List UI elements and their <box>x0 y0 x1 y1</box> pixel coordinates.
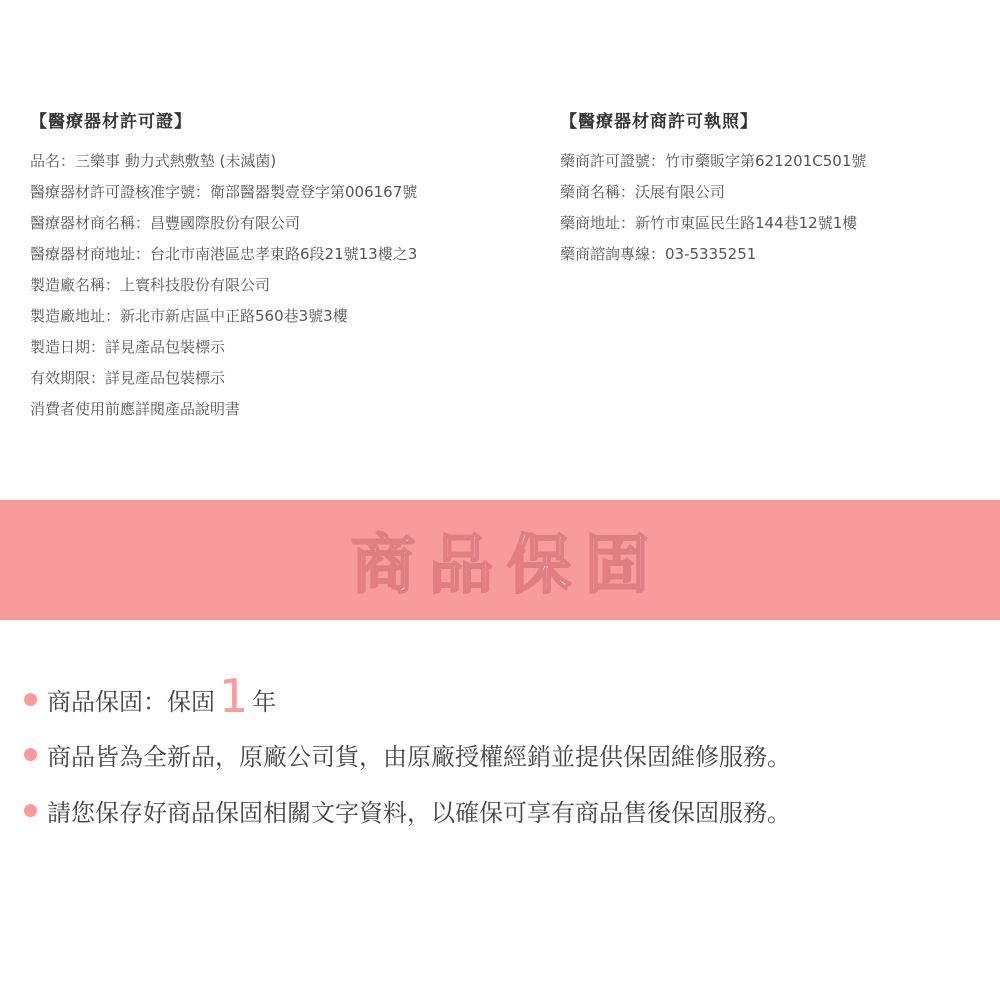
pharmacy-license-list <box>560 146 980 270</box>
product-name-line: 品名：三樂事 動力式熱敷墊 (未滅菌) <box>30 152 277 170</box>
medical-device-license-title: 【醫療器材許可證】 <box>30 112 192 132</box>
warranty-period-unit: 年 <box>252 687 277 716</box>
warranty-keep-records-item <box>24 782 984 838</box>
warranty-new-product-text: 商品皆為全新品，原廠公司貨，由原廠授權經銷並提供保固維修服務。 <box>47 742 791 771</box>
warranty-list <box>24 669 984 838</box>
warranty-new-product-item <box>24 726 984 782</box>
dealer-address-line: 醫療器材商地址：台北市南港區忠孝東路6段21號13樓之3 <box>30 245 418 263</box>
dealer-name-line: 醫療器材商名稱：昌豐國際股份有限公司 <box>30 214 301 232</box>
pharmacy-license-number-line: 藥商許可證號：竹市藥販字第621201C501號 <box>560 152 867 170</box>
warranty-banner <box>0 500 1000 620</box>
manufacturer-address-line: 製造廠地址：新北市新店區中正路560巷3號3樓 <box>30 307 348 325</box>
expiry-date-line: 有效期限：詳見產品包裝標示 <box>30 369 226 387</box>
medical-device-license-section <box>30 108 530 425</box>
pharmacy-address-line: 藥商地址：新竹市東區民生路144巷12號1樓 <box>560 214 858 232</box>
pharmacy-name-line: 藥商名稱：沃展有限公司 <box>560 183 726 201</box>
pharmacy-license-section <box>560 108 980 270</box>
warranty-period-label: 商品保固：保固 <box>47 687 215 716</box>
license-number-line: 醫療器材許可證核准字號：衛部醫器製壹登字第006167號 <box>30 183 418 201</box>
medical-device-license-list <box>30 146 530 425</box>
manufacturer-name-line: 製造廠名稱：上寰科技股份有限公司 <box>30 276 271 294</box>
bullet-dot-icon <box>24 693 37 706</box>
pharmacy-license-title: 【醫療器材商許可執照】 <box>560 112 758 132</box>
manufacture-date-line: 製造日期：詳見產品包裝標示 <box>30 338 226 356</box>
bullet-dot-icon <box>24 804 37 817</box>
warranty-period-item <box>24 669 984 726</box>
bullet-dot-icon <box>24 748 37 761</box>
warranty-keep-records-text: 請您保存好商品保固相關文字資料，以確保可享有商品售後保固服務。 <box>47 798 791 827</box>
warranty-period-number: 1 <box>219 669 249 723</box>
pharmacy-hotline-line: 藥商諮詢專線：03-5335251 <box>560 245 757 263</box>
consumer-notice-line: 消費者使用前應詳閱產品說明書 <box>30 400 241 418</box>
warranty-banner-title: 商品保固 <box>351 529 663 603</box>
